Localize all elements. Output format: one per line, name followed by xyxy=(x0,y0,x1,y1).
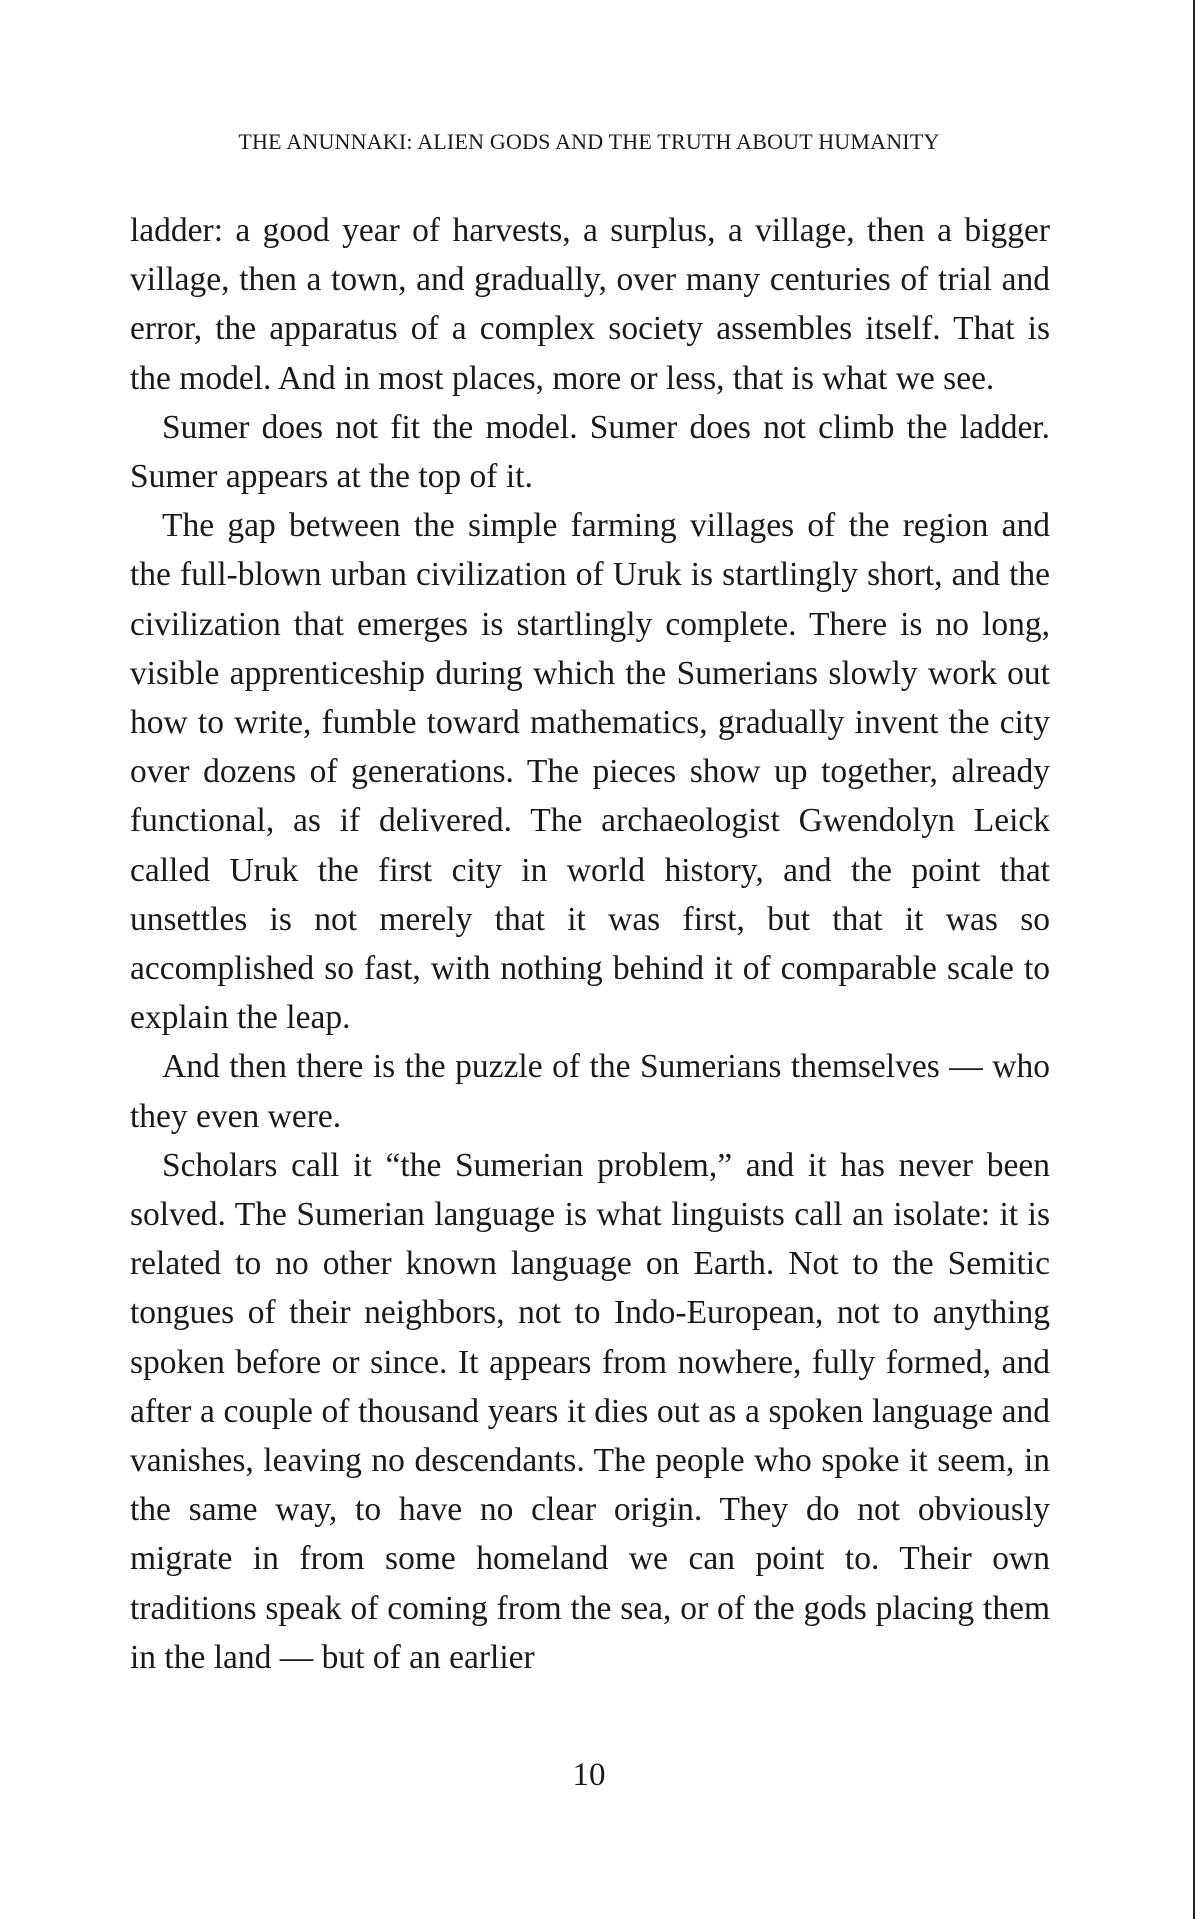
paragraph-continued: ladder: a good year of harvests, a surplus, a village, then a bigger village, then a town, and gradually, over many centuries of trial and error, the apparatus of a complex society assembles itself. That is the model. And in most places, more or less, that is what we see. xyxy=(130,212,1050,397)
paragraph: Sumer does not fit the model. Sumer does not climb the ladder. Sumer appears at the top of it. xyxy=(130,408,1050,496)
paragraph: And then there is the puzzle of the Sumerians themselves — who they even were. xyxy=(130,1048,1050,1135)
page-number: 10 xyxy=(572,1757,606,1793)
running-head: THE ANUNNAKI: ALIEN GODS AND THE TRUTH ABOUT HUMANITY xyxy=(238,129,940,154)
body-text xyxy=(130,206,1050,1682)
paragraph: The gap between the simple farming villages of the region and the full-blown urban civilization of Uruk is startlingly short, and the civilization that emerges is startlingly complete. There is no long, visible apprenticeship during which the Sumerians slowly work out how to write, fumble toward mathematics, gradually invent the city over dozens of generations. The pieces show up together, already functional, as if delivered. The archaeologist Gwendolyn Leick called Uruk the first city in world history, and the point that unsettles is not merely that it was first, but that it was so accomplished so fast, with nothing behind it of comparable scale to explain the leap. xyxy=(130,507,1050,1037)
paragraph: Scholars call it “the Sumerian problem,” and it has never been solved. The Sumerian language is what linguists call an isolate: it is related to no other known language on Earth. Not to the Semitic tongues of their neighbors, not to Indo-European, not to anything spoken before or since. It appears from nowhere, fully formed, and after a couple of thousand years it dies out as a spoken language and vanishes, leaving no descendants. The people who spoke it seem, in the same way, to have no clear origin. They do not obviously migrate in from some homeland we can point to. Their own traditions speak of coming from the sea, or of the gods placing them in the land — but of an earlier xyxy=(130,1146,1050,1676)
